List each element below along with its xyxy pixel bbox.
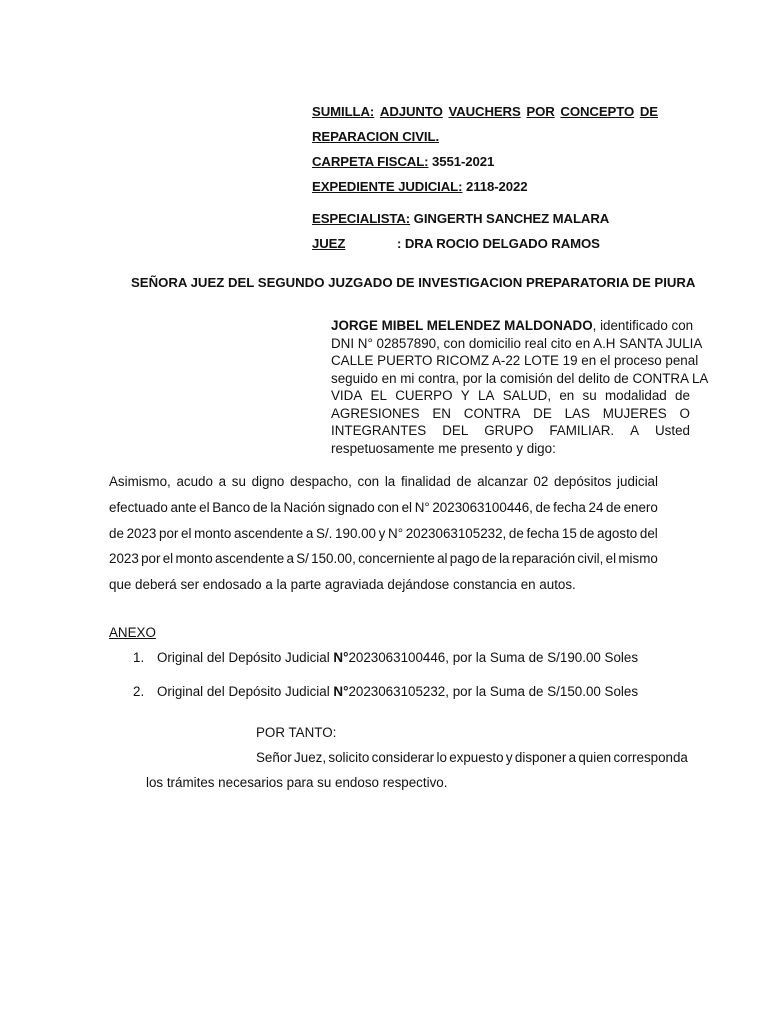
word: y xyxy=(378,525,386,541)
carpeta-value: 3551-2021 xyxy=(428,154,495,169)
word: en xyxy=(559,388,575,403)
carpeta-fiscal xyxy=(312,154,658,170)
sumilla-line-1 xyxy=(312,104,658,120)
word: el xyxy=(162,551,174,567)
word: su xyxy=(231,474,246,489)
word: judicial xyxy=(617,474,658,489)
word: Juez, xyxy=(294,750,327,765)
word: efectuado xyxy=(109,499,168,515)
word: DEL xyxy=(442,423,469,438)
word: 02 xyxy=(533,474,549,489)
word: por xyxy=(159,525,179,541)
word: signado xyxy=(327,499,375,515)
word: la xyxy=(499,551,510,567)
body-line xyxy=(109,495,658,521)
word: al xyxy=(437,551,448,567)
word: considerar xyxy=(371,750,435,765)
word: N° xyxy=(388,525,404,541)
word: S/ xyxy=(296,551,309,567)
expediente-label: EXPEDIENTE JUDICIAL: xyxy=(312,179,463,194)
closing-line: los trámites necesarios para su endoso respectivo. xyxy=(146,775,448,790)
especialista-label: ESPECIALISTA: xyxy=(312,211,411,226)
sumilla-label: SUMILLA: xyxy=(312,104,375,119)
word: 2023 xyxy=(126,525,157,541)
word: alcanzar xyxy=(477,474,528,489)
word: el xyxy=(401,499,413,515)
word: la xyxy=(384,474,396,489)
word: 150.00, xyxy=(311,551,356,567)
word: agosto xyxy=(597,525,638,541)
word: SALUD, xyxy=(502,388,552,403)
word: concerniente xyxy=(358,551,435,567)
addressee-heading: SEÑORA JUEZ DEL SEGUNDO JUZGADO DE INVESTIGACION PREPARATORIA DE PIURA xyxy=(131,275,696,290)
expediente-judicial xyxy=(312,179,658,195)
word: fecha xyxy=(526,525,560,541)
word: digno xyxy=(251,474,285,489)
word: CUERPO xyxy=(395,388,453,403)
body-line xyxy=(109,469,658,495)
word: GRUPO xyxy=(484,423,534,438)
intro-line xyxy=(331,387,690,405)
word: el xyxy=(199,499,210,515)
word: O xyxy=(679,405,690,421)
juez-label: JUEZ xyxy=(312,236,346,251)
word: depósitos xyxy=(554,474,612,489)
intro-paragraph xyxy=(331,317,709,457)
word: de xyxy=(508,525,524,541)
word: su xyxy=(582,388,597,403)
word: 190.00 xyxy=(335,525,377,541)
body-paragraph xyxy=(109,469,658,598)
word: corresponda xyxy=(613,750,688,765)
word: de xyxy=(606,499,621,515)
sumilla-word: POR xyxy=(526,104,555,119)
defendant-name: JORGE MIBEL MELENDEZ MALDONADO xyxy=(331,318,593,333)
body-line xyxy=(109,546,658,572)
word: pago xyxy=(449,551,480,567)
anexo-item-bold: N° xyxy=(333,650,349,665)
word: Banco xyxy=(212,499,251,515)
word: disponer xyxy=(514,750,567,765)
word: A xyxy=(630,423,640,438)
word: INTEGRANTES xyxy=(331,423,427,438)
word: modalidad xyxy=(604,388,667,403)
word: 15 xyxy=(561,525,577,541)
anexo-item-number: 2. xyxy=(133,684,145,699)
word: a xyxy=(218,474,227,489)
word: monto xyxy=(194,525,232,541)
intro-text: , identificado con xyxy=(592,318,694,333)
word: Señor xyxy=(256,750,292,765)
word: acudo xyxy=(176,474,213,489)
word: enero xyxy=(623,499,658,515)
word: 2023063100446, xyxy=(432,499,533,515)
por-tanto: POR TANTO: xyxy=(256,725,337,740)
word: fecha xyxy=(553,499,586,515)
word: DE xyxy=(533,405,552,421)
intro-line: CALLE PUERTO RICOMZ A-22 LOTE 19 en el proceso penal xyxy=(331,353,699,368)
word: la xyxy=(270,499,281,515)
intro-line xyxy=(331,422,690,440)
sumilla-word: CONCEPTO xyxy=(560,104,635,119)
word: civil, xyxy=(577,551,604,567)
word: ascendente xyxy=(214,551,285,567)
word: S/. xyxy=(316,525,333,541)
word: VIDA xyxy=(331,388,363,403)
word: lo xyxy=(436,750,447,765)
word: de xyxy=(109,525,124,541)
word: de xyxy=(481,551,497,567)
juez-value: : DRA ROCIO DELGADO RAMOS xyxy=(397,236,600,251)
word: monto xyxy=(175,551,213,567)
word: con xyxy=(377,499,399,515)
word: con xyxy=(357,474,380,489)
word: de xyxy=(456,474,472,489)
anexo-title: ANEXO xyxy=(109,625,156,640)
sumilla-word: DE xyxy=(639,104,658,119)
word: Y xyxy=(460,388,470,403)
word: 2023 xyxy=(109,551,139,567)
intro-line: DNI N° 02857890, con domicilio real cito en A.H SANTA JULIA xyxy=(331,335,703,351)
word: FAMILIAR. xyxy=(549,423,615,438)
word: a xyxy=(568,750,577,765)
word: N° xyxy=(414,499,430,515)
sumilla-text: REPARACION CIVIL. xyxy=(312,129,440,144)
intro-line: respetuosamente me presento y digo: xyxy=(331,440,556,456)
body-line: que deberá ser endosado a la parte agraviada dejándose constancia en autos. xyxy=(109,577,576,593)
anexo-item-text: 2023063100446, por la Suma de S/190.00 Soles xyxy=(348,650,639,665)
sumilla-word: VAUCHERS xyxy=(448,104,521,119)
word: el xyxy=(181,525,192,541)
anexo-item xyxy=(133,650,638,665)
word: Usted xyxy=(655,423,690,438)
carpeta-label: CARPETA FISCAL: xyxy=(312,154,429,169)
word: y xyxy=(505,750,513,765)
word: de xyxy=(252,499,268,515)
word: por xyxy=(141,551,161,567)
word: a xyxy=(286,551,294,567)
word: de xyxy=(675,388,690,403)
anexo-item-text: Original del Depósito Judicial xyxy=(157,684,334,699)
word: despacho, xyxy=(290,474,352,489)
anexo-item-text: Original del Depósito Judicial xyxy=(157,650,334,665)
especialista xyxy=(312,211,658,227)
word: MUJERES xyxy=(602,405,667,421)
intro-line: seguido en mi contra, por la comisión del delito de CONTRA LA xyxy=(331,370,709,386)
word: de xyxy=(535,499,551,515)
word: Asimismo, xyxy=(109,474,171,489)
word: quien xyxy=(578,750,612,765)
anexo-item-text: 2023063105232, por la Suma de S/150.00 Soles xyxy=(348,684,639,699)
word: reparación xyxy=(511,551,576,567)
word: a xyxy=(305,525,314,541)
especialista-value: GINGERTH SANCHEZ MALARA xyxy=(410,211,610,226)
intro-line xyxy=(331,317,694,335)
word: ascendente xyxy=(234,525,304,541)
word: LA xyxy=(478,388,495,403)
anexo-item-number: 1. xyxy=(133,650,145,665)
word: finalidad xyxy=(400,474,451,489)
word: LAS xyxy=(564,405,590,421)
body-line xyxy=(109,521,658,547)
word: ante xyxy=(170,499,197,515)
anexo-item-bold: N° xyxy=(333,684,349,699)
juez xyxy=(312,236,658,252)
word: solicito xyxy=(328,750,370,765)
sumilla-word: ADJUNTO xyxy=(379,104,443,119)
word: Nación xyxy=(283,499,326,515)
word: 2023063105232, xyxy=(405,525,507,541)
word: 24 xyxy=(588,499,604,515)
anexo-item xyxy=(133,684,638,699)
intro-line xyxy=(331,405,690,423)
word: CONTRA xyxy=(463,405,521,421)
word: AGRESIONES xyxy=(331,405,420,421)
expediente-value: 2118-2022 xyxy=(462,179,528,194)
closing-line xyxy=(256,750,688,765)
word: del xyxy=(639,525,658,541)
sumilla-line-2 xyxy=(312,129,658,145)
word: de xyxy=(579,525,595,541)
word: EN xyxy=(432,405,451,421)
word: EL xyxy=(370,388,387,403)
word: el xyxy=(605,551,617,567)
word: expuesto xyxy=(449,750,504,765)
word: mismo xyxy=(618,551,658,567)
